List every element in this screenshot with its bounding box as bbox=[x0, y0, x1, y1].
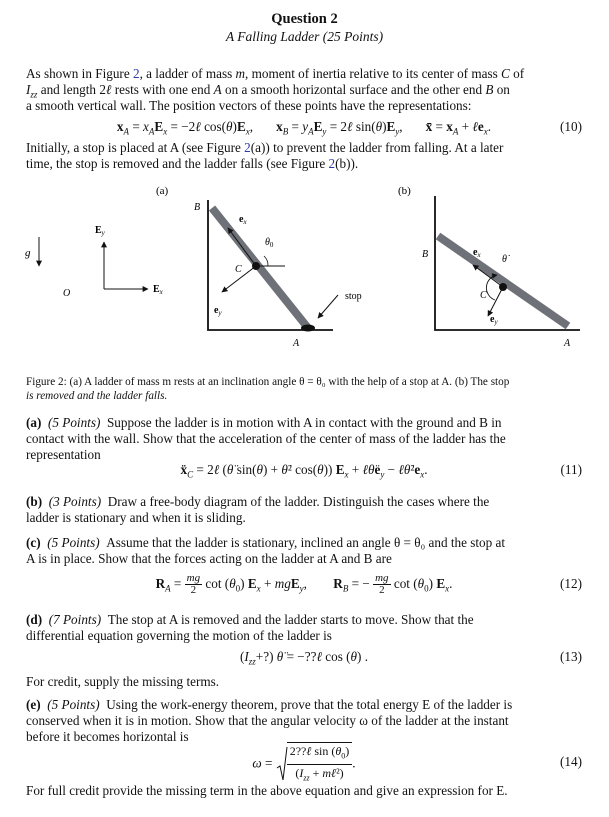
equation-13-body: $(I_{zz}+?)$ θ̈ = −??ℓ cos (θ) . bbox=[239, 649, 369, 667]
panel-b-label: (b) bbox=[398, 185, 411, 197]
panel-b-ladder bbox=[438, 236, 568, 326]
reference-frame bbox=[104, 242, 148, 289]
part-e-line-3: before it becomes horizontal is bbox=[26, 729, 189, 744]
ladder-figure bbox=[0, 180, 609, 350]
eq12-ra-num: mg bbox=[186, 572, 201, 585]
eq12-ra-fraction bbox=[185, 573, 202, 596]
figure-caption-line-2: is removed and the ladder falls. bbox=[26, 390, 168, 402]
equation-11-number: (11) bbox=[560, 462, 582, 477]
equation-14-body: ω = 2??ℓ $\sin (\theta_0)$ ($I_{zz}$ + mℓ²) . bbox=[26, 742, 582, 787]
panel-b-wall-floor bbox=[435, 196, 580, 330]
panel-a-label: (a) bbox=[156, 185, 169, 197]
initial-line-1 bbox=[26, 140, 582, 156]
initial-text-2a: time, the stop is removed and the ladder falls (see Figure bbox=[26, 156, 329, 171]
initial-text-1c: (a)) to prevent the ladder from falling. At a later bbox=[250, 140, 504, 155]
intro-line-3: a smooth vertical wall. The position vectors of these points have the representations: bbox=[26, 98, 472, 113]
frame-ey-label: $E_y$ bbox=[95, 225, 105, 237]
eq12-rb-fraction bbox=[373, 573, 390, 596]
part-c-points: (5 Points) bbox=[47, 535, 100, 550]
part-d-line-2: differential equation governing the motion of the ladder is bbox=[26, 628, 332, 643]
part-a-line-2: contact with the wall. Show that the acceleration of the center of mass of the ladder has the bbox=[26, 431, 506, 446]
intro-line-2: $I_{zz}$ and length 2ℓ rests with one end A on a smooth horizontal surface and the other end B on bbox=[26, 82, 510, 100]
figure-ref-link[interactable]: 2 bbox=[132, 66, 140, 81]
part-e-line-1 bbox=[26, 697, 582, 713]
panel-a-ex-arrow bbox=[228, 228, 256, 266]
initial-text-2c: (b)). bbox=[335, 156, 359, 171]
equation-11-body: ẍ$_C$ = 2ℓ (θ̈ sin(θ) + θ̇² cos(θ)) $E_x$ + $\ell\thetäe_y$ − $\ell\thetȧ^2e_x$. bbox=[180, 462, 428, 480]
panel-b-C-label: C bbox=[480, 290, 487, 301]
panel-a-A-label: A bbox=[293, 338, 300, 349]
panel-a-stop-block bbox=[301, 325, 315, 332]
panel-b-A-label: A bbox=[564, 338, 571, 349]
equation-10-number: (10) bbox=[560, 119, 582, 134]
eq12-rb-num: mg bbox=[375, 572, 389, 585]
panel-a-theta-arc bbox=[264, 256, 268, 266]
panel-a-theta0-label: $\theta_0$ bbox=[265, 237, 274, 249]
part-b-points: (3 Points) bbox=[48, 494, 102, 509]
panel-a-B-label: B bbox=[194, 202, 201, 213]
panel-b-ex-label: $e_x$ bbox=[473, 247, 481, 259]
origin-label: O bbox=[63, 288, 71, 299]
question-title: Question 2 bbox=[271, 11, 338, 27]
part-c-line-1 bbox=[26, 535, 582, 551]
panel-a-stop-label: stop bbox=[345, 291, 362, 302]
panel-a-ex-label: $e_x$ bbox=[239, 214, 247, 226]
frame-ex-label: $E_x$ bbox=[153, 284, 163, 296]
gravity-label: g bbox=[25, 247, 31, 259]
panel-a-stop-arrow bbox=[318, 295, 338, 318]
part-b-line-2: ladder is stationary and when it is sliding. bbox=[26, 510, 246, 525]
eq14-numerator: 2??ℓ $\sin (\theta_0)$ bbox=[287, 743, 353, 765]
eq14-tail: . bbox=[352, 755, 356, 771]
panel-b-ey-arrow bbox=[488, 287, 503, 316]
equation-14-number: (14) bbox=[560, 754, 582, 769]
panel-b-ey-label: $e_y$ bbox=[490, 314, 498, 326]
part-c-text-1: Assume that the ladder is stationary, inclined an angle θ = θ₀ and the stop at bbox=[106, 535, 506, 550]
equation-12-body: $R_A$ = $\frac{mg}{2}$ $\cot (\theta_0) E_x + mgE_y$, $R_B$ = − $\frac{mg}{2}$ $\cot (\theta_0)$ $E_x$. bbox=[155, 572, 453, 597]
part-c-label: (c) bbox=[26, 535, 41, 550]
equation-13 bbox=[26, 648, 582, 668]
figure-caption-text-1: Figure 2: (a) A ladder of mass m rests at an inclination angle θ = θ₀ with the help of a stop at A. (b) The stop bbox=[26, 376, 510, 388]
eq14-denominator: ($I_{zz}$ + mℓ²) bbox=[295, 766, 344, 783]
panel-b-thetadot-label: θ̇ bbox=[502, 254, 507, 265]
figure-ref-link-3[interactable]: 2 bbox=[328, 156, 336, 171]
question-subtitle: A Falling Ladder (25 Points) bbox=[225, 29, 384, 44]
equation-12 bbox=[26, 569, 582, 599]
intro-text-1: As shown in Figure bbox=[26, 66, 133, 81]
eq14-radicand bbox=[287, 742, 356, 787]
panel-b-B-label: B bbox=[422, 249, 429, 260]
panel-a bbox=[208, 200, 338, 332]
panel-a-C-label: C bbox=[235, 264, 242, 275]
panel-a-ladder bbox=[212, 208, 308, 328]
equation-10 bbox=[26, 118, 582, 136]
initial-line-2 bbox=[26, 156, 582, 172]
part-d-points: (7 Points) bbox=[48, 612, 102, 627]
part-b-text-1: Draw a free-body diagram of the ladder. Distinguish the cases where the bbox=[107, 494, 490, 509]
part-d-label: (d) bbox=[26, 612, 43, 627]
equation-10-body: $x_A = x_AE_x$ = −2ℓ $\cos(\theta)E_x$, $x_B = y_AE_y$ = 2ℓ $\sin(\theta)E_y$, x̄ = $x_A$ + ℓe$_x$. bbox=[116, 119, 492, 137]
intro-text-1b: , a ladder of mass m, moment of inertia relative to its center of mass C of bbox=[139, 66, 525, 81]
part-a-points: (5 Points) bbox=[47, 415, 101, 430]
part-a-label: (a) bbox=[26, 415, 42, 430]
panel-a-wall-floor bbox=[208, 200, 333, 330]
equation-11 bbox=[26, 461, 582, 481]
part-e-after: For full credit provide the missing term in the above equation and give an expression for E. bbox=[26, 783, 508, 798]
equation-14 bbox=[26, 742, 582, 782]
part-c-line-2: A is in place. Show that the forces acting on the ladder at A and B are bbox=[26, 551, 392, 566]
intro-line-1 bbox=[26, 66, 582, 82]
equation-13-number: (13) bbox=[560, 649, 582, 664]
part-d-text-1: The stop at A is removed and the ladder starts to move. Show that the bbox=[107, 612, 474, 627]
part-a-line-1 bbox=[26, 415, 582, 431]
part-d-line-1 bbox=[26, 612, 582, 628]
equation-12-number: (12) bbox=[560, 576, 582, 591]
part-e-line-2: conserved when it is in motion. Show that the angular velocity ω of the ladder at the instant bbox=[26, 713, 509, 728]
part-d-after: For credit, supply the missing terms. bbox=[26, 674, 220, 689]
part-e-points: (5 Points) bbox=[47, 697, 100, 712]
part-b-label: (b) bbox=[26, 494, 43, 509]
panel-a-ey-label: $e_y$ bbox=[214, 305, 222, 317]
part-e-text-1: Using the work-energy theorem, prove that the total energy E of the ladder is bbox=[106, 697, 513, 712]
part-b-line-1 bbox=[26, 494, 582, 510]
figure-caption-line-1 bbox=[26, 375, 582, 389]
part-a-text-1: Suppose the ladder is in motion with A in contact with the ground and B in bbox=[106, 415, 502, 430]
eq12-rb-den: 2 bbox=[379, 584, 385, 597]
panel-b bbox=[435, 196, 580, 330]
eq12-ra-den: 2 bbox=[190, 584, 197, 597]
figure-ref-link-2[interactable]: 2 bbox=[244, 140, 251, 155]
part-a-line-3: representation bbox=[26, 447, 101, 462]
initial-text-1a: Initially, a stop is placed at A (see Figure bbox=[26, 140, 245, 155]
part-e-label: (e) bbox=[26, 697, 41, 712]
